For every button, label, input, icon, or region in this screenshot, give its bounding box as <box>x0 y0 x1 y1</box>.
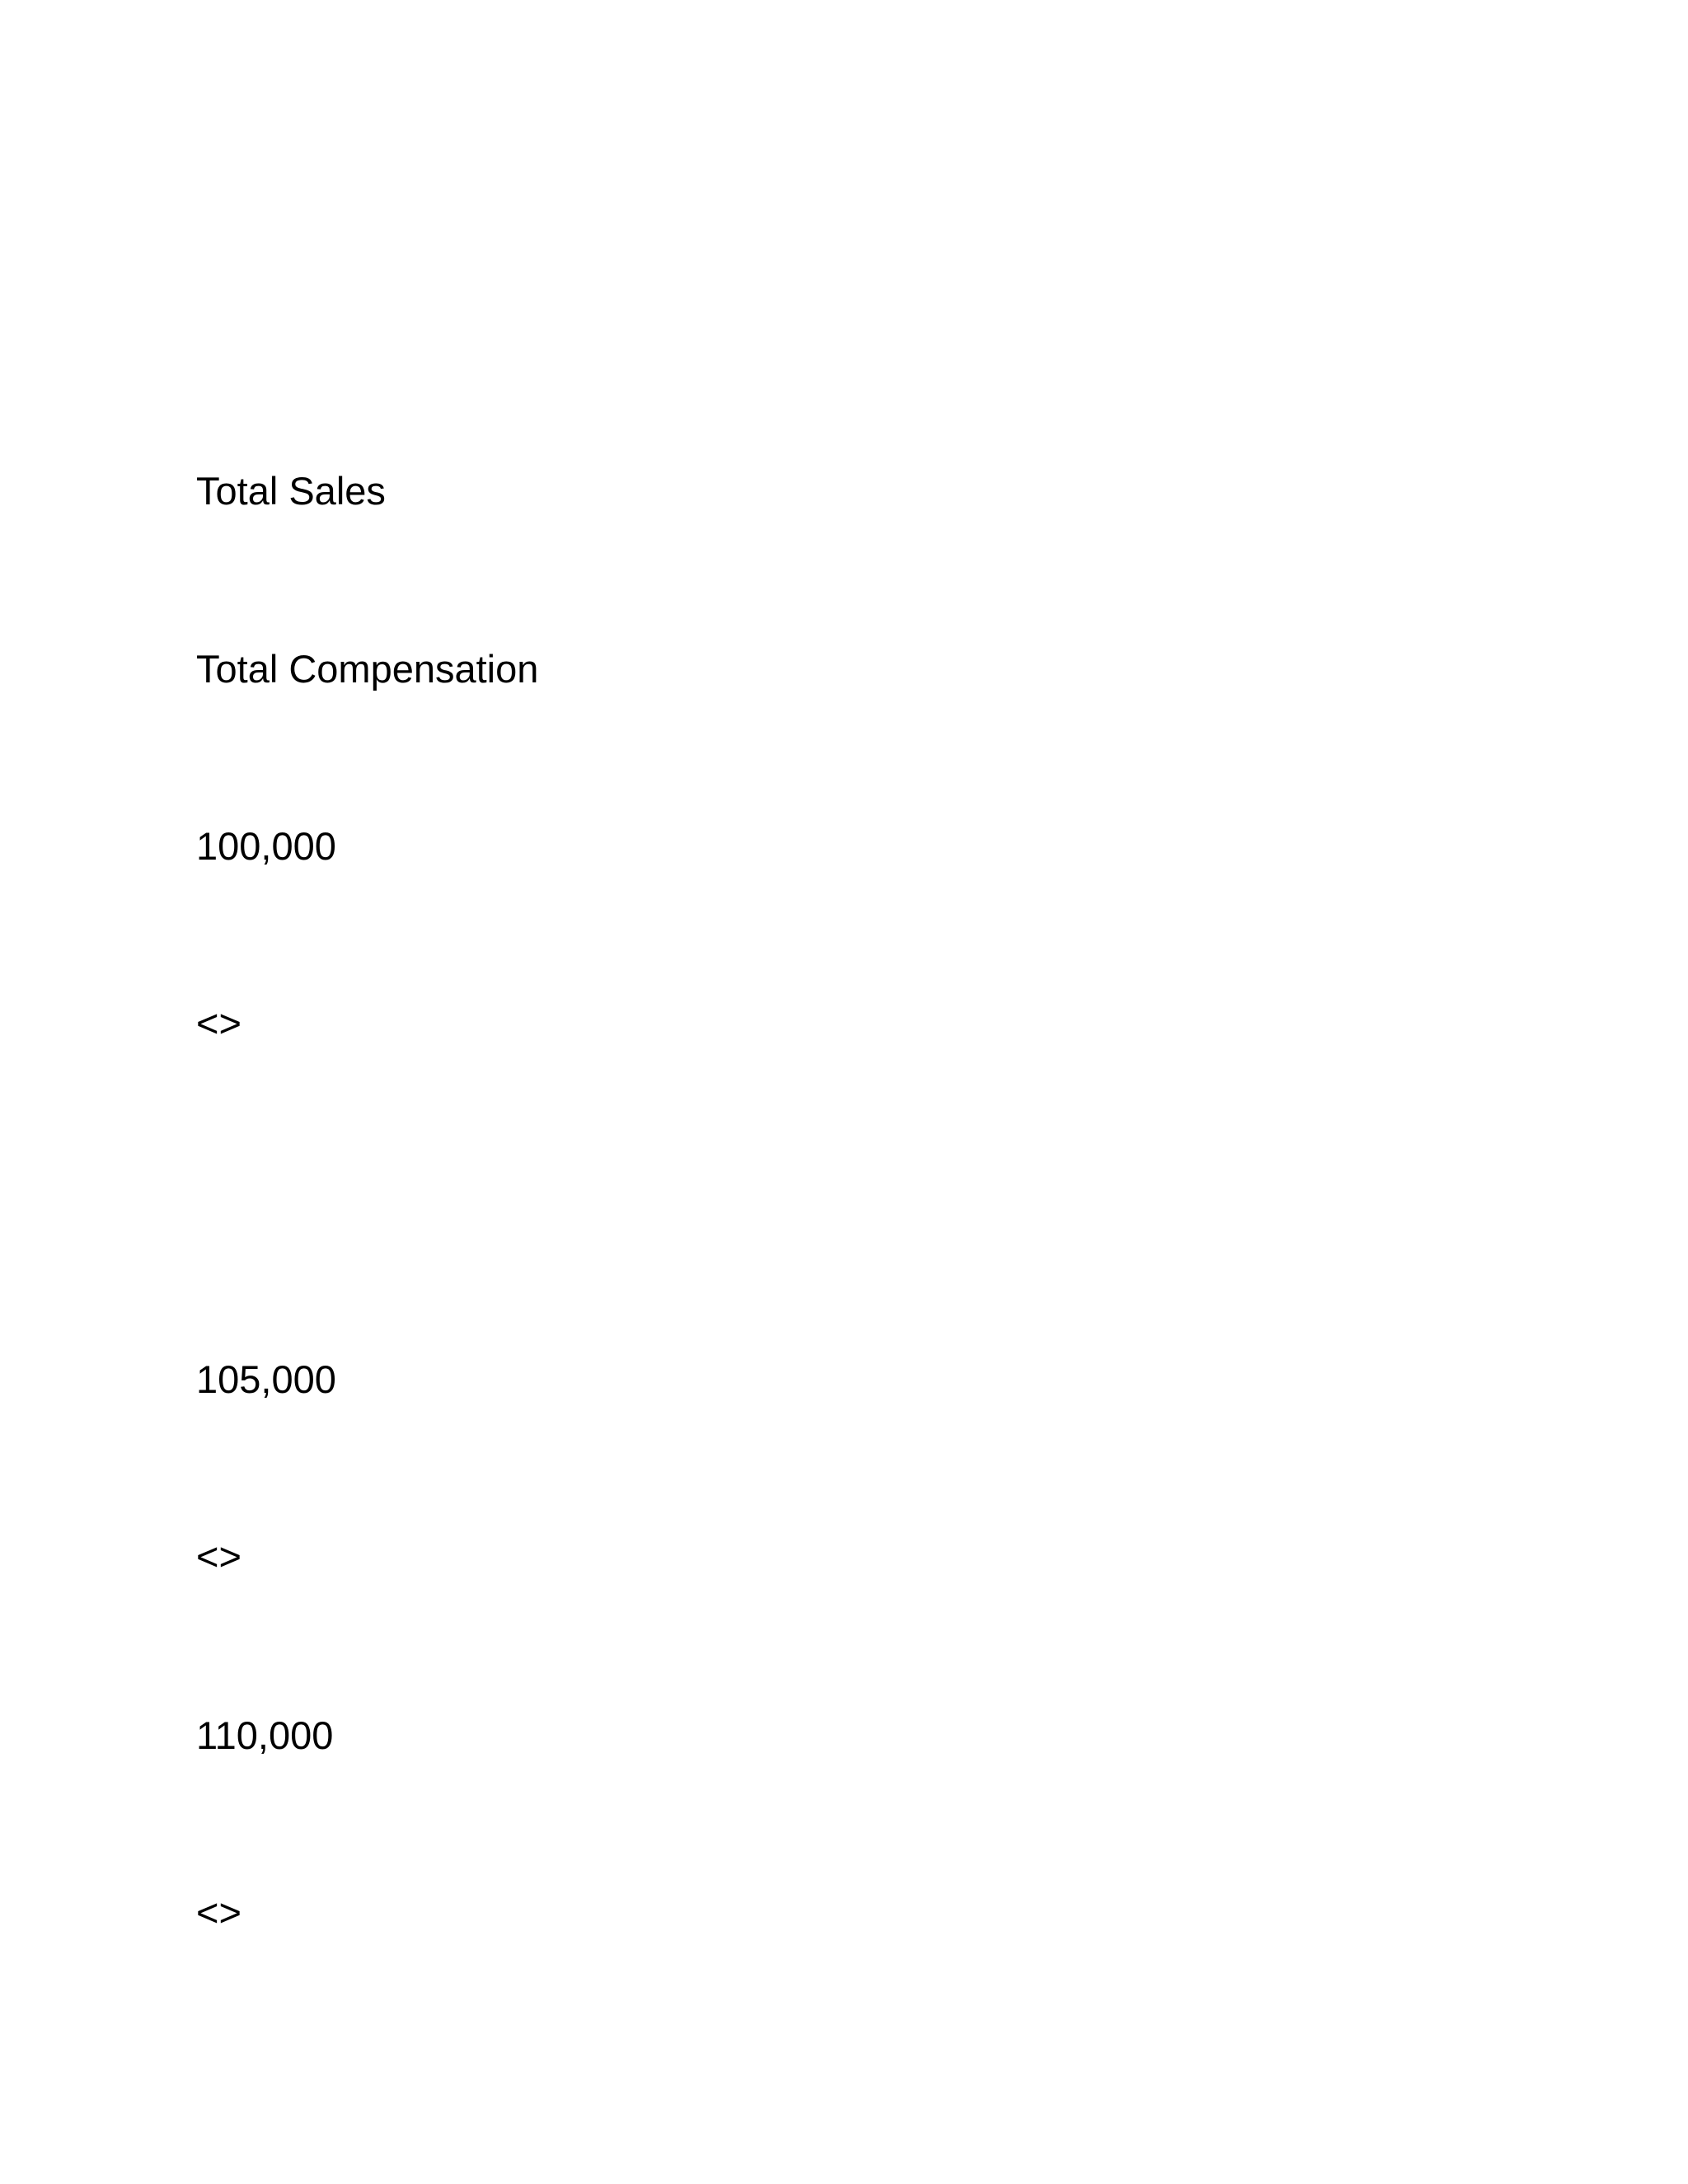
compensation-placeholder: <> <box>196 1001 241 1045</box>
compensation-placeholder: <> <box>196 1535 241 1578</box>
total-sales-heading: Total Sales <box>196 469 386 513</box>
sales-value-100000: 100,000 <box>196 824 336 868</box>
sales-value-110000: 110,000 <box>196 1713 334 1757</box>
total-compensation-heading: Total Compensation <box>196 647 539 691</box>
compensation-placeholder: <> <box>196 1891 241 1934</box>
sales-value-105000: 105,000 <box>196 1357 336 1401</box>
